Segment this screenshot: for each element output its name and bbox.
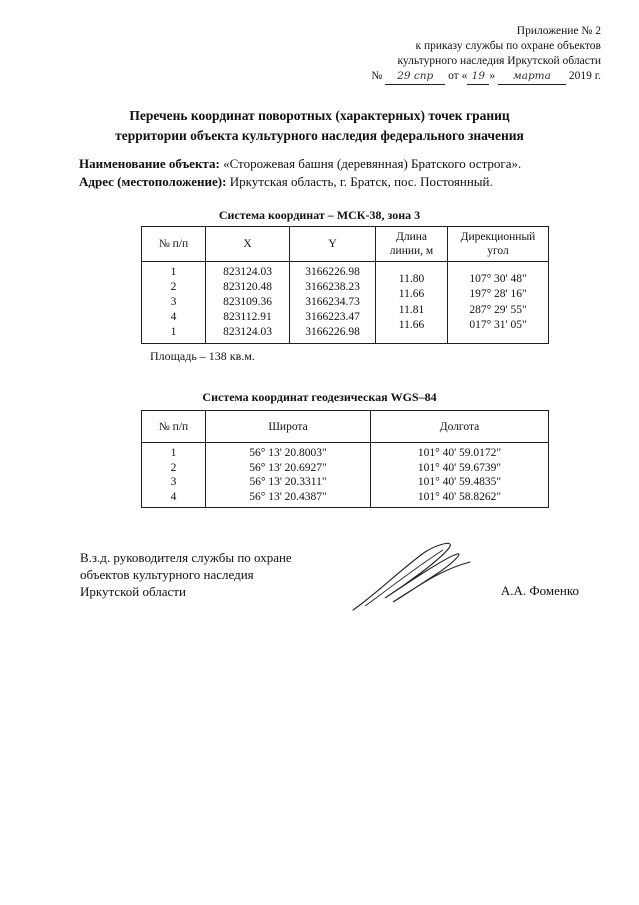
appendix-order-line: [371, 69, 601, 85]
msk-header-length-1: Длина: [396, 231, 427, 243]
msk-header-angle: [448, 227, 549, 262]
wgs-cell-num: 4: [170, 490, 177, 503]
msk-cell-x: 823112.91: [223, 311, 272, 323]
signature-stroke: [353, 543, 470, 610]
wgs-coordinates-table: [141, 410, 549, 508]
wgs-cell-lon: 101° 40' 59.0172": [417, 447, 502, 459]
msk-cell-num: 3: [170, 296, 177, 308]
msk-col-angle: [448, 262, 549, 344]
wgs-header-row: [142, 411, 549, 443]
appendix-line-1: Приложение № 2: [516, 25, 601, 37]
appendix-header: [371, 24, 601, 85]
order-number-handwritten: 29 спр: [385, 69, 445, 85]
document-title: [0, 106, 639, 146]
order-day-handwritten: 19: [467, 69, 489, 85]
wgs-col-lat: [206, 443, 371, 508]
msk-coordinates-table: [141, 226, 549, 344]
msk-cell-num: 4: [170, 311, 177, 323]
msk-col-x: [206, 262, 290, 344]
wgs-header-num: № п/п: [142, 411, 206, 443]
wgs-cell-num: 1: [170, 447, 177, 459]
wgs-body-row: [142, 443, 549, 508]
msk-cell-x: 823109.36: [223, 296, 272, 308]
msk-cell-x: 823124.03: [223, 326, 272, 338]
msk-cell-angle: 197° 28' 16": [469, 288, 527, 300]
msk-header-x: X: [206, 227, 290, 262]
object-info: [79, 155, 521, 191]
wgs-header-lon: Долгота: [371, 411, 549, 443]
msk-header-length-2: линии, м: [389, 245, 434, 257]
msk-body-row: [142, 262, 549, 344]
wgs-header-lat: Широта: [206, 411, 371, 443]
msk-header-angle-2: угол: [487, 245, 509, 257]
appendix-line-2: к приказу службы по охране объектов: [415, 40, 601, 52]
msk-cell-length: 11.80: [398, 272, 425, 285]
msk-col-y: [290, 262, 376, 344]
msk-cell-num: 1: [170, 326, 177, 338]
wgs-cell-lat: 56° 13' 20.6927": [249, 461, 327, 474]
msk-header-row: [142, 227, 549, 262]
signer-position-line-1: В.з.д. руководителя службы по охране: [80, 550, 292, 565]
msk-header-angle-1: Дирекционный: [460, 231, 536, 243]
order-month-handwritten: марта: [498, 69, 566, 85]
wgs-cell-lon: 101° 40' 58.8262": [417, 490, 502, 503]
area-text: Площадь – 138 кв.м.: [150, 349, 255, 363]
appendix-line-3: культурного наследия Иркутской области: [397, 55, 601, 67]
wgs-system-title: Система координат геодезическая WGS–84: [202, 390, 437, 404]
wgs-cell-lon: 101° 40' 59.4835": [417, 476, 502, 488]
object-address-value: Иркутская область, г. Братск, пос. Постоянный.: [229, 174, 493, 189]
wgs-cell-num: 2: [170, 461, 177, 474]
msk-system-title: Система координат – МСК-38, зона 3: [218, 208, 421, 222]
document-title-line-2: территории объекта культурного наследия федерального значения: [115, 128, 524, 143]
wgs-col-lon: [371, 443, 549, 508]
msk-cell-angle: 107° 30' 48": [469, 272, 527, 285]
msk-col-num: [142, 262, 206, 344]
order-date-label: от «: [448, 70, 468, 82]
msk-cell-x: 823120.48: [223, 281, 272, 293]
object-name-line: [79, 155, 521, 173]
msk-cell-y: 3166234.73: [305, 296, 360, 308]
object-name-label: Наименование объекта:: [79, 156, 220, 171]
msk-cell-angle: 017° 31' 05": [469, 319, 527, 331]
msk-cell-y: 3166223.47: [305, 311, 360, 323]
document-title-line-1: Перечень координат поворотных (характерных) точек границ: [129, 108, 510, 123]
wgs-cell-lat: 56° 13' 20.8003": [249, 447, 327, 459]
signer-position-line-3: Иркутской области: [80, 584, 186, 599]
msk-header-y: Y: [290, 227, 376, 262]
order-number-label: №: [371, 70, 383, 82]
msk-header-num: № п/п: [142, 227, 206, 262]
msk-cell-length: 11.81: [398, 303, 425, 316]
msk-cell-x: 823124.03: [223, 266, 272, 278]
object-address-line: [79, 173, 521, 191]
object-name-value: «Сторожевая башня (деревянная) Братского острога».: [223, 156, 522, 171]
order-day-close: »: [489, 70, 496, 82]
signer-position-line-2: объектов культурного наследия: [80, 567, 254, 582]
wgs-cell-lon: 101° 40' 59.6739": [417, 461, 502, 474]
wgs-cell-num: 3: [170, 476, 177, 488]
msk-cell-angle: 287° 29' 55": [469, 303, 527, 316]
order-year: 2019 г.: [568, 70, 601, 82]
msk-cell-num: 1: [170, 266, 177, 278]
msk-cell-num: 2: [170, 281, 177, 293]
wgs-cell-lat: 56° 13' 20.3311": [249, 476, 327, 488]
msk-col-length: [376, 262, 448, 344]
msk-cell-y: 3166238.23: [305, 281, 360, 293]
object-address-label: Адрес (местоположение):: [79, 174, 227, 189]
handwritten-signature: [345, 540, 475, 615]
msk-cell-length: 11.66: [398, 319, 425, 331]
msk-cell-y: 3166226.98: [305, 326, 360, 338]
signer-name: А.А. Фоменко: [500, 583, 579, 598]
wgs-col-num: [142, 443, 206, 508]
msk-cell-length: 11.66: [398, 288, 425, 300]
msk-header-length: [376, 227, 448, 262]
signer-position: [80, 549, 292, 600]
wgs-cell-lat: 56° 13' 20.4387": [249, 490, 327, 503]
msk-cell-y: 3166226.98: [305, 266, 360, 278]
